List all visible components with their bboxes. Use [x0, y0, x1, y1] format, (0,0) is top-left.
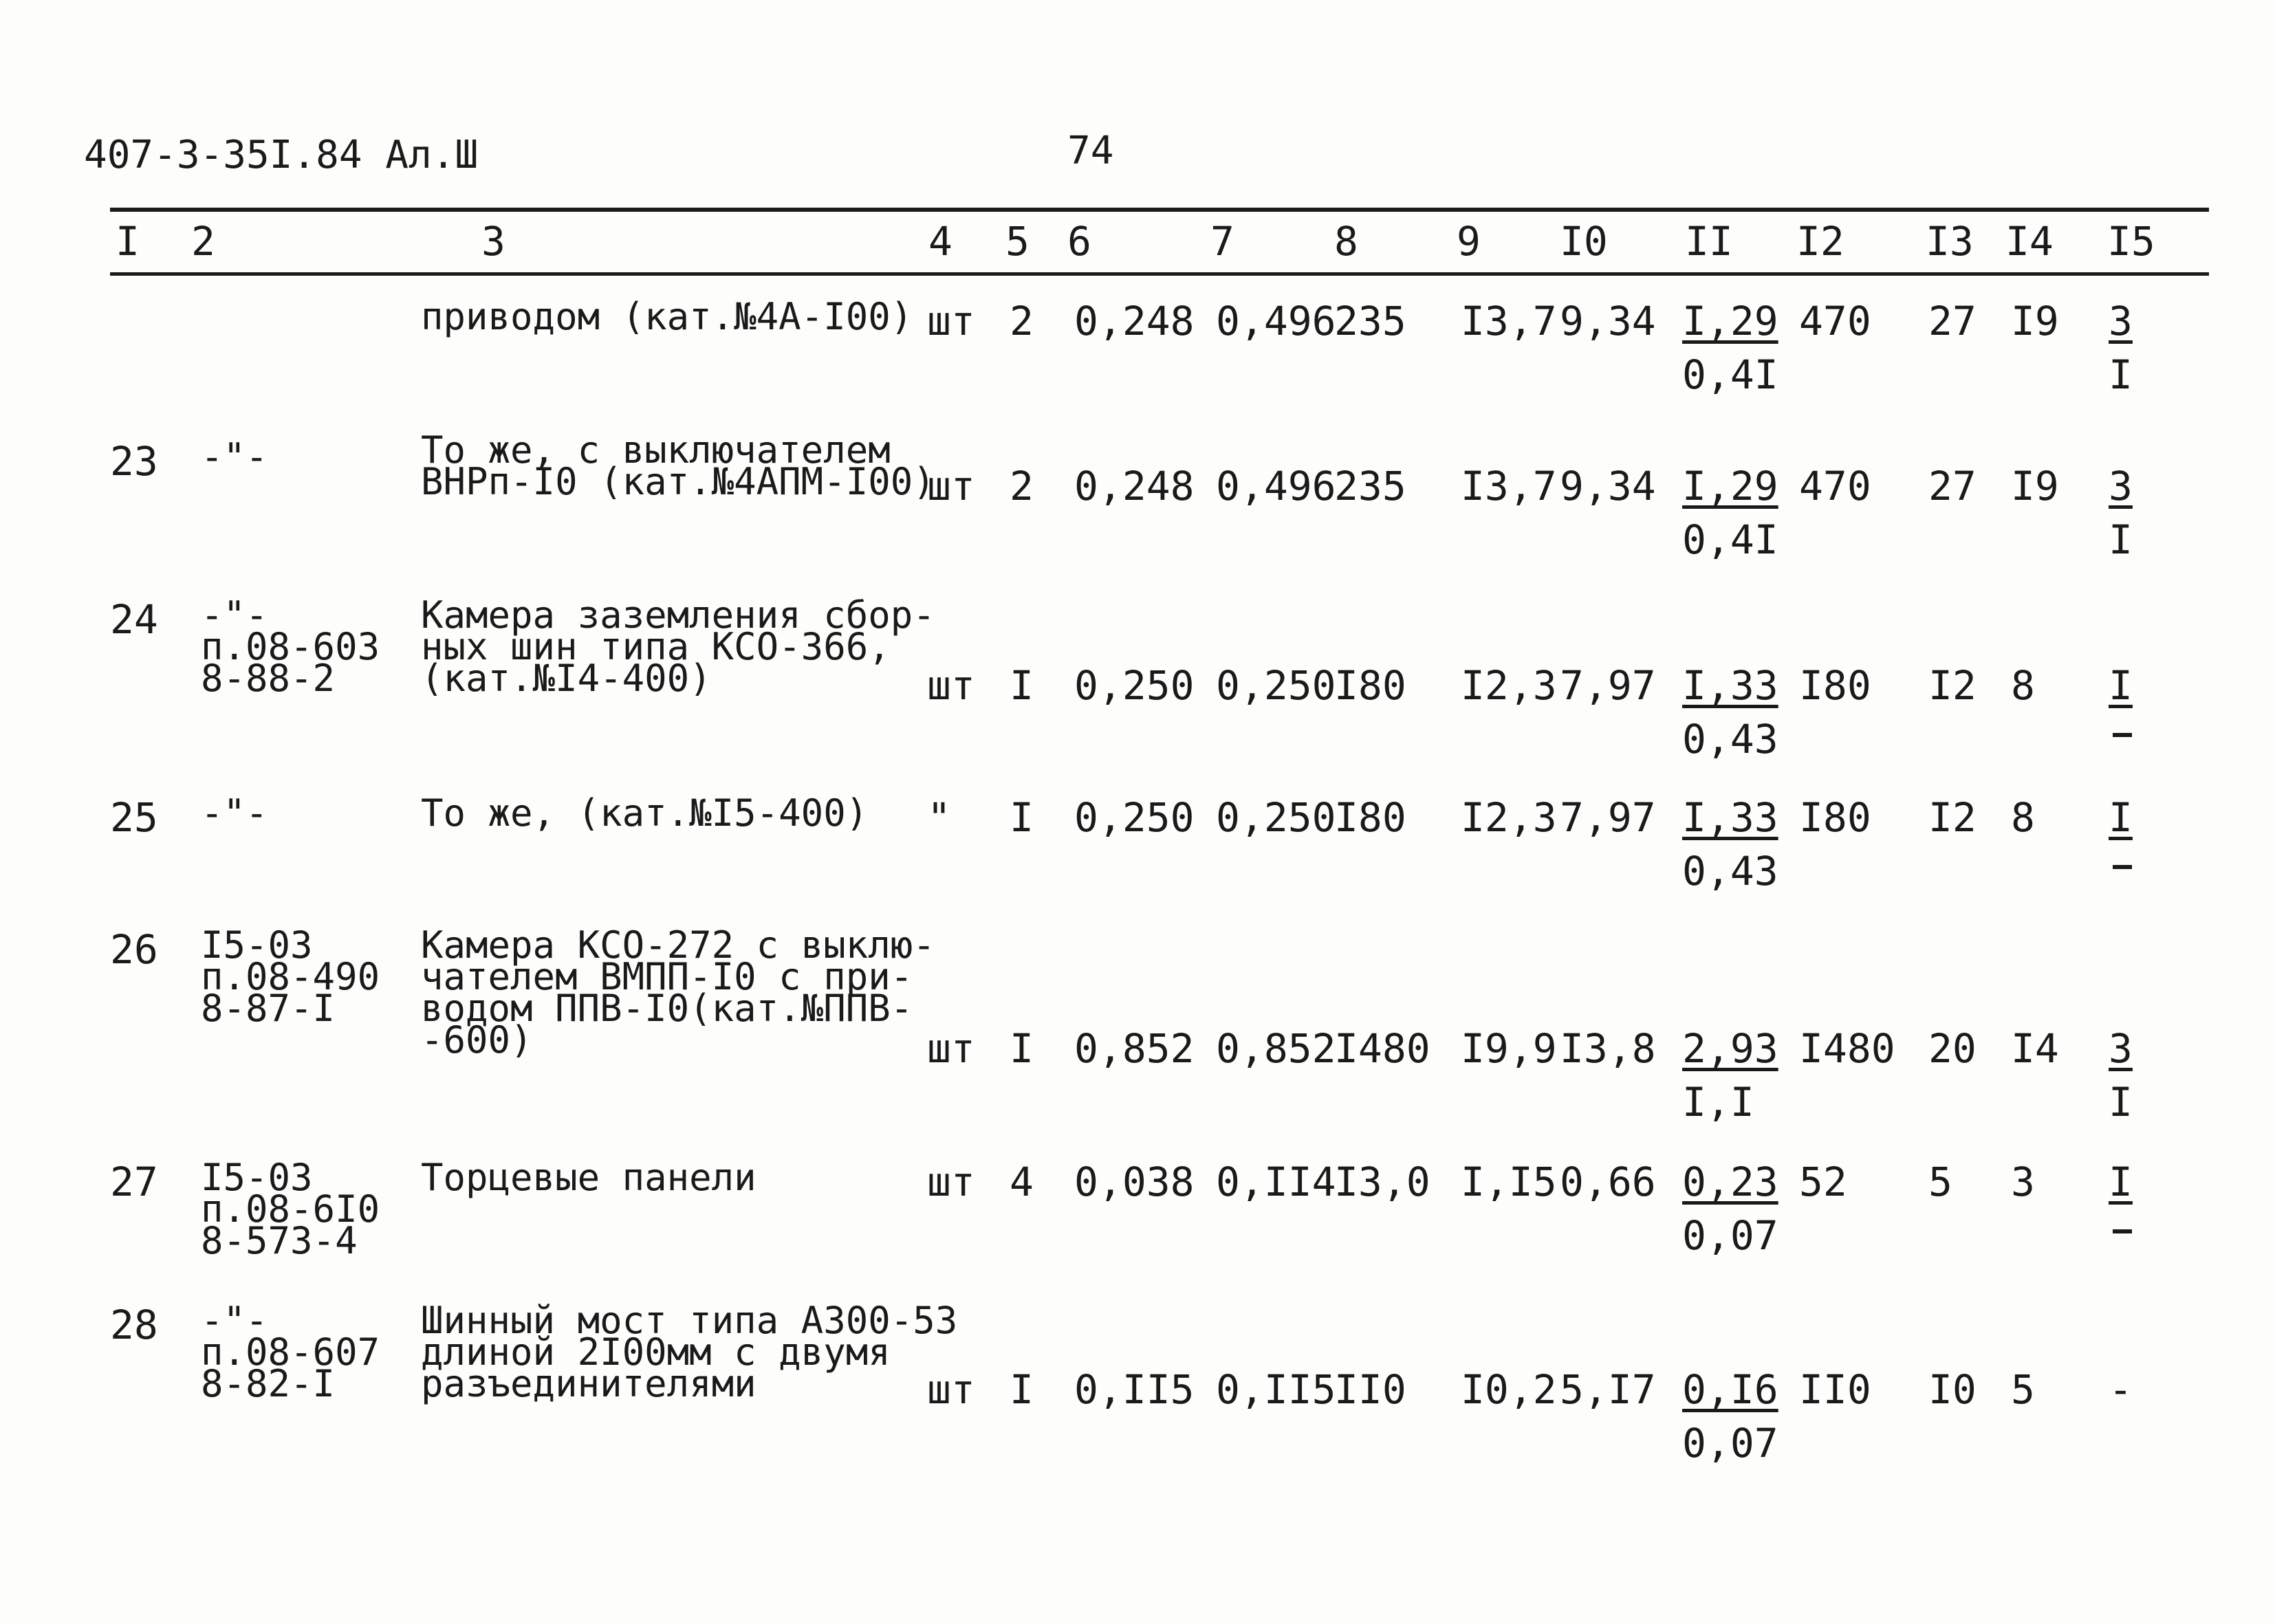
fraction-numerator: 0,I6 [1682, 1366, 1778, 1413]
value-cell-c13: 27 [1928, 463, 1977, 509]
value-cell-c7: 0,II4 [1216, 1159, 1336, 1205]
description-line: (кат.№I4-400) [421, 657, 712, 700]
description-line: разъединителями [421, 1362, 756, 1405]
fraction-denominator: 0,07 [1682, 1212, 1778, 1259]
value-cell-c7: 0,496 [1216, 463, 1336, 509]
value-cell-c9: I,I5 [1461, 1159, 1557, 1205]
value-cell-c12: II0 [1799, 1366, 1871, 1413]
value-cell-c9: I0,2 [1461, 1366, 1557, 1413]
quantity-cell: I [1010, 662, 1034, 709]
quantity-cell: 2 [1010, 298, 1034, 344]
description-line: То же, (кат.№I5-400) [421, 791, 869, 835]
value-cell-c6: 0,248 [1074, 463, 1195, 509]
unit-cell: шт [927, 298, 975, 344]
value-cell-c10: I3,8 [1560, 1025, 1656, 1072]
fraction-denominator: 0,43 [1682, 848, 1778, 895]
value-cell-c13: I0 [1928, 1366, 1977, 1413]
value-cell-c13: 27 [1928, 298, 1977, 344]
value-cell-c14: 8 [2011, 662, 2035, 709]
value-cell-c7: 0,250 [1216, 794, 1336, 841]
value-cell-c6: 0,II5 [1074, 1366, 1195, 1413]
column-header: 9 [1457, 218, 1481, 265]
norm-code-line: п.08-490 [201, 955, 380, 998]
value-cell-c12: I80 [1799, 794, 1871, 841]
value-cell-c12: I480 [1799, 1025, 1895, 1072]
value-cell-c13: 5 [1928, 1159, 1952, 1205]
value-cell-c6: 0,250 [1074, 794, 1195, 841]
column-header: I2 [1796, 218, 1844, 265]
quantity-cell: 4 [1010, 1159, 1034, 1205]
fraction-denominator: I [2109, 516, 2133, 563]
value-cell-c9: I9,9 [1461, 1025, 1557, 1072]
empty-value-dash: - [2109, 1366, 2133, 1413]
description-line: ных шин типа КСО-366, [421, 625, 891, 668]
value-cell-c7: 0,250 [1216, 662, 1336, 709]
fraction-numerator: 3 [2109, 463, 2133, 509]
value-cell-c9: I3,7 [1461, 463, 1557, 509]
fraction-cell-15 [2109, 794, 2133, 869]
fraction-denominator-dash [2113, 1229, 2132, 1233]
value-cell-c8: I80 [1334, 794, 1406, 841]
value-cell-c14: 5 [2011, 1366, 2035, 1413]
value-cell-c10: 5,I7 [1560, 1366, 1656, 1413]
fraction-numerator: 3 [2109, 298, 2133, 344]
row-number: 23 [110, 438, 158, 485]
row-number: 27 [110, 1159, 158, 1205]
value-cell-c12: 470 [1799, 298, 1871, 344]
description-line: приводом (кат.№4А-I00) [421, 295, 913, 338]
fraction-cell-11 [1682, 662, 1778, 762]
fraction-cell-11 [1682, 298, 1778, 398]
row-number: 26 [110, 926, 158, 973]
fraction-denominator: I [2109, 1079, 2133, 1126]
fraction-cell-15 [2109, 1025, 2133, 1126]
fraction-numerator: I,29 [1682, 298, 1778, 344]
unit-cell: шт [927, 463, 975, 509]
description-line: водом ППВ-I0(кат.№ППВ- [421, 987, 913, 1030]
fraction-numerator: 3 [2109, 1025, 2133, 1072]
fraction-numerator: I,29 [1682, 463, 1778, 509]
fraction-cell-11 [1682, 794, 1778, 895]
norm-code-line: -"- [201, 435, 268, 479]
description-line: Шинный мост типа А300-53 [421, 1299, 958, 1342]
value-cell-c8: I3,0 [1334, 1159, 1430, 1205]
norm-code-line: п.08-6I0 [201, 1187, 380, 1231]
fraction-denominator-dash [2113, 733, 2132, 737]
fraction-cell-11 [1682, 1025, 1778, 1126]
fraction-numerator: I [2109, 794, 2133, 841]
value-cell-c6: 0,852 [1074, 1025, 1195, 1072]
row-number: 24 [110, 596, 158, 643]
value-cell-c13: 20 [1928, 1025, 1977, 1072]
norm-code-line: 8-87-I [201, 987, 336, 1030]
value-cell-c10: 7,97 [1560, 794, 1656, 841]
value-cell-c10: 0,66 [1560, 1159, 1656, 1205]
fraction-cell-15 [2109, 463, 2133, 563]
unit-cell: шт [927, 662, 975, 709]
norm-code-line: -"- [201, 1299, 268, 1342]
norm-code-line: I5-03 [201, 923, 313, 967]
value-cell-c12: 52 [1799, 1159, 1847, 1205]
table-top-rule [110, 208, 2209, 212]
value-cell-c10: 7,97 [1560, 662, 1656, 709]
column-header: 6 [1067, 218, 1091, 265]
fraction-cell-15 [2109, 1366, 2133, 1413]
norm-code-line: п.08-603 [201, 625, 380, 668]
quantity-cell: 2 [1010, 463, 1034, 509]
value-cell-c8: II0 [1334, 1366, 1406, 1413]
norm-code-line: -"- [201, 791, 268, 835]
unit-cell: " [927, 794, 951, 841]
value-cell-c6: 0,038 [1074, 1159, 1195, 1205]
value-cell-c13: I2 [1928, 794, 1977, 841]
column-header: 4 [928, 218, 953, 265]
fraction-denominator-dash [2113, 865, 2132, 869]
description-line: длиной 2I00мм с двумя [421, 1330, 891, 1374]
fraction-numerator: I,33 [1682, 794, 1778, 841]
value-cell-c14: 3 [2011, 1159, 2035, 1205]
unit-cell: шт [927, 1159, 975, 1205]
row-number: 25 [110, 794, 158, 841]
description-line: Камера заземления сбор- [421, 593, 935, 637]
value-cell-c10: 9,34 [1560, 298, 1656, 344]
value-cell-c13: I2 [1928, 662, 1977, 709]
description-line: ВНРп-I0 (кат.№4АПМ-I00) [421, 460, 935, 503]
value-cell-c10: 9,34 [1560, 463, 1656, 509]
fraction-cell-15 [2109, 298, 2133, 398]
fraction-denominator: I [2109, 351, 2133, 398]
fraction-numerator: I,33 [1682, 662, 1778, 709]
value-cell-c8: I80 [1334, 662, 1406, 709]
value-cell-c14: 8 [2011, 794, 2035, 841]
column-header: 2 [191, 218, 215, 265]
fraction-denominator: 0,4I [1682, 516, 1778, 563]
description-line: чателем ВМПП-I0 с при- [421, 955, 913, 998]
fraction-denominator: 0,43 [1682, 716, 1778, 762]
fraction-numerator: I [2109, 662, 2133, 709]
column-header: I3 [1926, 218, 1974, 265]
value-cell-c9: I3,7 [1461, 298, 1557, 344]
value-cell-c8: 235 [1334, 298, 1406, 344]
column-header: 7 [1210, 218, 1234, 265]
page-number: 74 [1067, 129, 1114, 173]
fraction-numerator: I [2109, 1159, 2133, 1205]
norm-code-line: 8-88-2 [201, 657, 336, 700]
description-line: То же, с выключателем [421, 428, 891, 472]
fraction-cell-15 [2109, 662, 2133, 737]
quantity-cell: I [1010, 1366, 1034, 1413]
fraction-cell-11 [1682, 463, 1778, 563]
fraction-denominator: I,I [1682, 1079, 1754, 1126]
fraction-cell-15 [2109, 1159, 2133, 1233]
value-cell-c12: 470 [1799, 463, 1871, 509]
description-line: Торцевые панели [421, 1156, 756, 1199]
unit-cell: шт [927, 1025, 975, 1072]
value-cell-c9: I2,3 [1461, 662, 1557, 709]
value-cell-c12: I80 [1799, 662, 1871, 709]
column-header: I [116, 218, 140, 265]
column-header: I0 [1560, 218, 1608, 265]
norm-code-line: -"- [201, 593, 268, 637]
quantity-cell: I [1010, 1025, 1034, 1072]
value-cell-c6: 0,250 [1074, 662, 1195, 709]
document-reference: 407-3-35I.84 Ал.Ш [84, 133, 479, 177]
value-cell-c7: 0,II5 [1216, 1366, 1336, 1413]
value-cell-c14: I9 [2011, 463, 2059, 509]
column-header: 8 [1334, 218, 1358, 265]
table-header-rule [110, 272, 2209, 276]
value-cell-c8: I480 [1334, 1025, 1430, 1072]
norm-code-line: 8-573-4 [201, 1219, 358, 1262]
value-cell-c14: I4 [2011, 1025, 2059, 1072]
value-cell-c7: 0,852 [1216, 1025, 1336, 1072]
value-cell-c9: I2,3 [1461, 794, 1557, 841]
fraction-denominator: 0,4I [1682, 351, 1778, 398]
column-header: I4 [2005, 218, 2054, 265]
unit-cell: шт [927, 1366, 975, 1413]
value-cell-c6: 0,248 [1074, 298, 1195, 344]
value-cell-c8: 235 [1334, 463, 1406, 509]
column-header: 3 [481, 218, 505, 265]
norm-code-line: I5-03 [201, 1156, 313, 1199]
fraction-cell-11 [1682, 1366, 1778, 1467]
column-header: I5 [2107, 218, 2155, 265]
description-line: Камера КСО-272 с выклю- [421, 923, 935, 967]
value-cell-c14: I9 [2011, 298, 2059, 344]
fraction-denominator: 0,07 [1682, 1420, 1778, 1467]
description-line: -600) [421, 1018, 533, 1062]
column-header: 5 [1005, 218, 1030, 265]
fraction-cell-11 [1682, 1159, 1778, 1259]
column-header: II [1685, 218, 1733, 265]
norm-code-line: 8-82-I [201, 1362, 336, 1405]
norm-code-line: п.08-607 [201, 1330, 380, 1374]
value-cell-c7: 0,496 [1216, 298, 1336, 344]
fraction-numerator: 0,23 [1682, 1159, 1778, 1205]
quantity-cell: I [1010, 794, 1034, 841]
row-number: 28 [110, 1302, 158, 1348]
fraction-numerator: 2,93 [1682, 1025, 1778, 1072]
